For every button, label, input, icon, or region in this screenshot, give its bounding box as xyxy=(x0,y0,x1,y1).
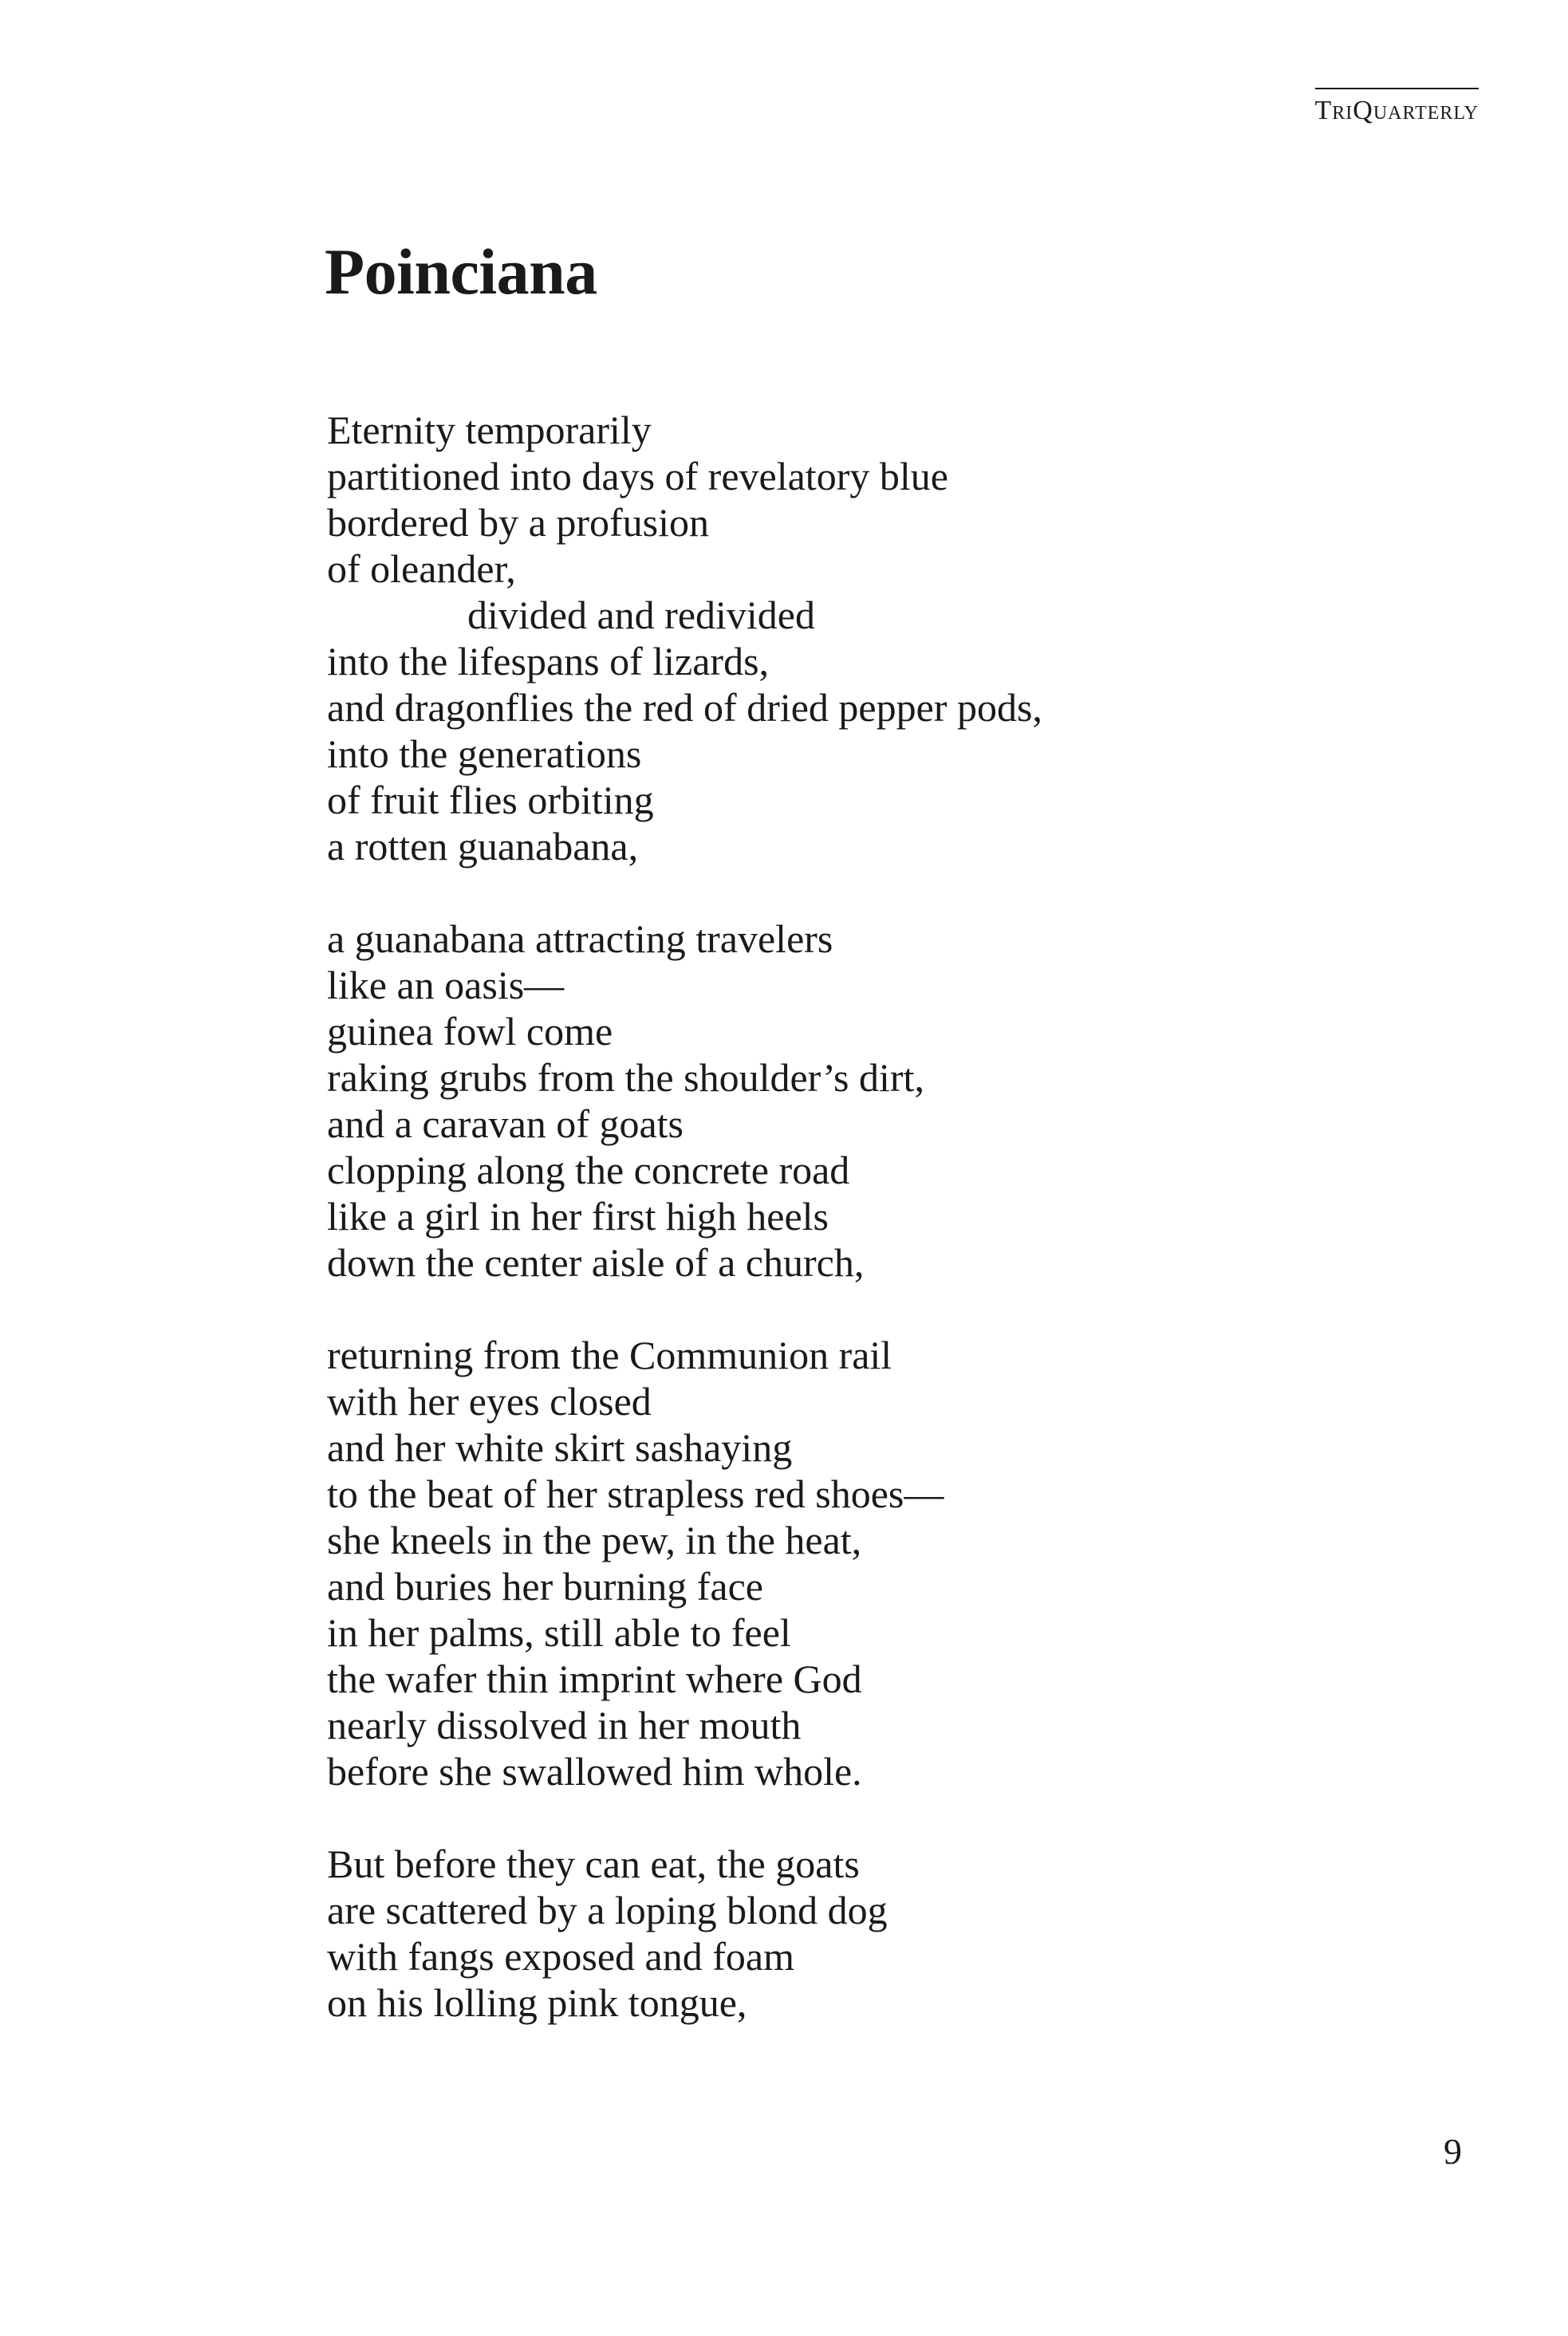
poem-line: in her palms, still able to feel xyxy=(327,1610,791,1655)
poem-line: partitioned into days of revelatory blue xyxy=(327,454,948,498)
poem-line: raking grubs from the shoulder’s dirt, xyxy=(327,1055,924,1100)
stanza-3 xyxy=(327,1332,1042,1794)
poem-line: nearly dissolved in her mouth xyxy=(327,1703,802,1747)
poem-line: like a girl in her first high heels xyxy=(327,1194,829,1239)
stanza-4 xyxy=(327,1841,1042,2026)
poem-line: like an oasis— xyxy=(327,963,565,1007)
poem-line: of fruit flies orbiting xyxy=(327,778,654,822)
poem-line: returning from the Communion rail xyxy=(327,1333,892,1377)
poem-line: and her white skirt sashaying xyxy=(327,1425,793,1470)
poem-line: the wafer thin imprint where God xyxy=(327,1656,862,1701)
poem-line: and buries her burning face xyxy=(327,1564,763,1609)
poem-line-indented: divided and redivided xyxy=(467,593,815,637)
poem-line: on his lolling pink tongue, xyxy=(327,1980,747,2025)
poem-line: are scattered by a loping blond dog xyxy=(327,1888,888,1932)
poem-line: to the beat of her strapless red shoes— xyxy=(327,1471,944,1516)
poem-line: before she swallowed him whole. xyxy=(327,1749,862,1794)
poem-body xyxy=(327,407,1042,2072)
poem-line: and a caravan of goats xyxy=(327,1101,684,1146)
poem-line: a rotten guanabana, xyxy=(327,824,639,869)
stanza-2 xyxy=(327,916,1042,1286)
poem-line: and dragonflies the red of dried pepper pods, xyxy=(327,685,1042,730)
poem-line: But before they can eat, the goats xyxy=(327,1842,860,1886)
poem-line: Eternity temporarily xyxy=(327,408,652,452)
poem-line: of oleander, xyxy=(327,546,516,591)
poem-line: down the center aisle of a church, xyxy=(327,1240,865,1285)
poem-line: bordered by a profusion xyxy=(327,500,710,545)
poem-line: with fangs exposed and foam xyxy=(327,1934,794,1979)
page-number: 9 xyxy=(1444,2131,1462,2172)
poem-line: into the generations xyxy=(327,731,642,776)
poem-line: clopping along the concrete road xyxy=(327,1148,850,1192)
poem-line: with her eyes closed xyxy=(327,1379,652,1424)
running-head: TriQuarterly xyxy=(1315,88,1479,124)
poem-line: a guanabana attracting travelers xyxy=(327,916,833,961)
poem-line: she kneels in the pew, in the heat, xyxy=(327,1518,862,1562)
poem-title: Poinciana xyxy=(325,235,597,308)
poem-line: guinea fowl come xyxy=(327,1009,613,1054)
poem-line: into the lifespans of lizards, xyxy=(327,639,770,683)
stanza-1 xyxy=(327,407,1042,869)
